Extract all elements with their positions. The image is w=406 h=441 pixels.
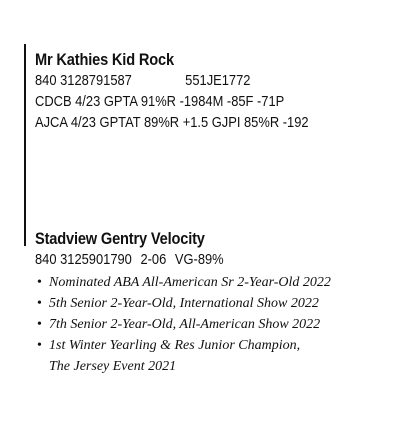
- sire-naab-code: 551JE1772: [185, 72, 251, 89]
- award-item: [35, 314, 400, 335]
- bullet-icon: •: [37, 317, 42, 332]
- dam-reg-number: 840 3125901790: [35, 251, 132, 268]
- vertical-rule: [24, 44, 26, 246]
- dam-classification: VG-89%: [174, 251, 224, 268]
- award-item: [35, 272, 400, 293]
- award-text-continued: The Jersey Event 2021: [49, 359, 177, 374]
- award-text: 5th Senior 2-Year-Old, International Show 2022: [49, 296, 319, 311]
- award-text: 7th Senior 2-Year-Old, All-American Show 2022: [49, 317, 321, 332]
- sire-ajca-line: AJCA 4/23 GPTAT 89%R +1.5 GJPI 85%R -192: [35, 114, 309, 131]
- dam-awards-list: [35, 272, 400, 377]
- award-item: [35, 335, 400, 377]
- bullet-icon: •: [37, 275, 42, 290]
- dam-id-line: [35, 249, 349, 270]
- dam-age: 2-06: [140, 251, 167, 268]
- dam-name: Stadview Gentry Velocity: [35, 229, 205, 248]
- sire-cdcb-line: CDCB 4/23 GPTA 91%R -1984M -85F -71P: [35, 93, 285, 110]
- bullet-icon: •: [37, 296, 42, 311]
- sire-reg-number: 840 3128791587: [35, 72, 132, 89]
- dam-block: [35, 228, 400, 377]
- sire-name: Mr Kathies Kid Rock: [35, 50, 174, 69]
- bullet-icon: •: [37, 338, 42, 353]
- sire-block: [35, 49, 400, 133]
- award-text: 1st Winter Yearling & Res Junior Champion,: [49, 338, 301, 353]
- sire-id-line: [35, 70, 349, 91]
- award-text: Nominated ABA All-American Sr 2-Year-Old 2022: [49, 275, 331, 290]
- award-item: [35, 293, 400, 314]
